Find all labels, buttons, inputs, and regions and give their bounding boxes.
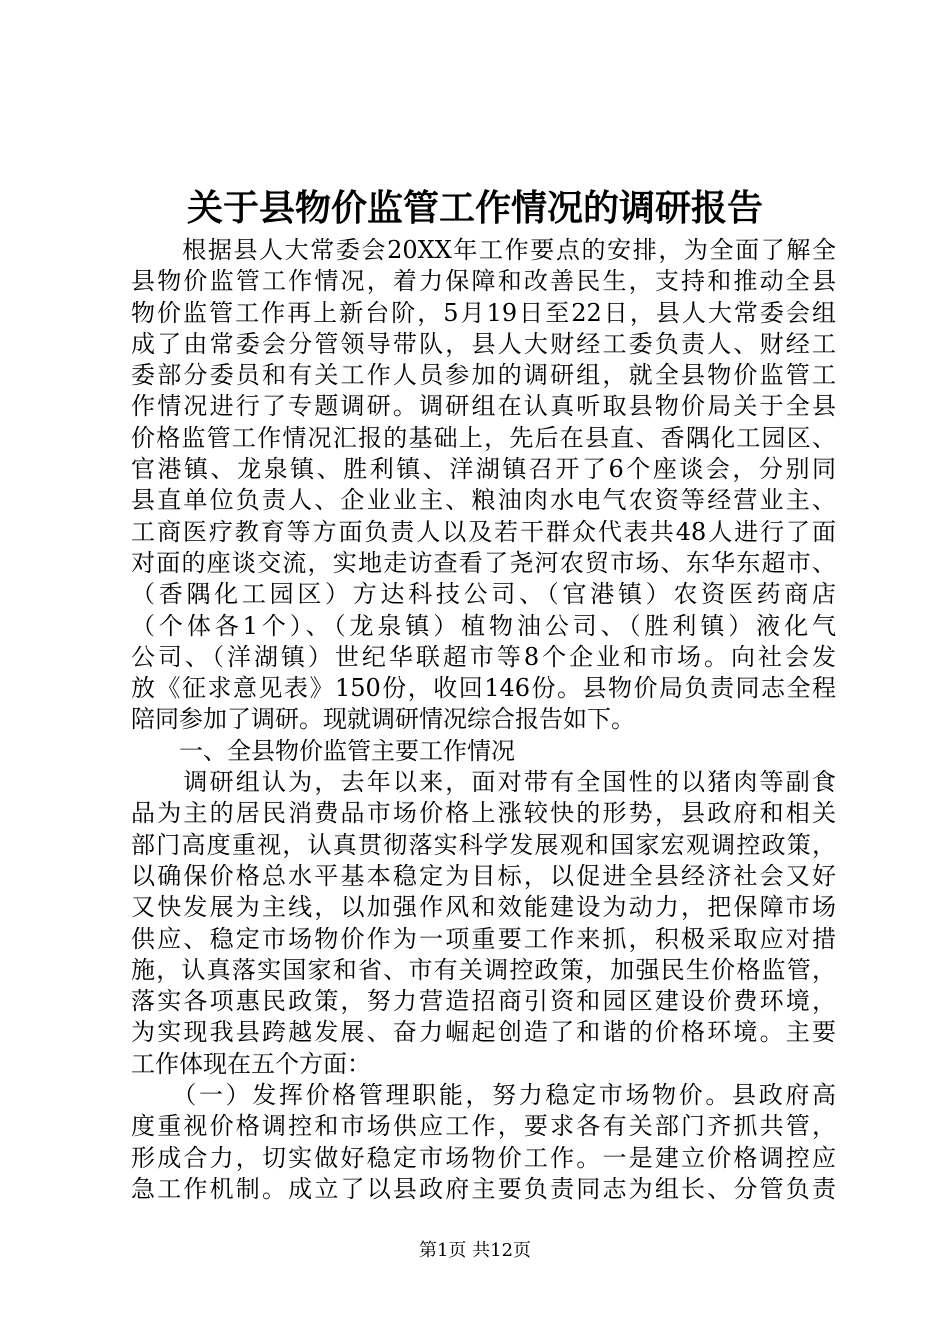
body-line: 品为主的居民消费品市场价格上涨较快的形势，县政府和相关 (131, 799, 836, 828)
body-line: 县直单位负责人、企业业主、粮油肉水电气农资等经营业主、 (131, 486, 836, 515)
body-line: 形成合力，切实做好稳定市场物价工作。一是建立价格调控应 (131, 1143, 836, 1172)
body-line: 官港镇、龙泉镇、胜利镇、洋湖镇召开了6个座谈会，分别同 (131, 455, 836, 484)
body-line: 调研组认为，去年以来，面对带有全国性的以猪肉等副食 (131, 768, 836, 797)
body-line: （香隅化工园区）方达科技公司、（官港镇）农资医药商店 (131, 580, 836, 609)
page-footer: 第1页 共12页 (418, 1240, 532, 1261)
document-body (131, 235, 836, 1205)
body-line: （一）发挥价格管理职能，努力稳定市场物价。县政府高 (131, 1081, 836, 1110)
body-line: 为实现我县跨越发展、奋力崛起创造了和谐的价格环境。主要 (131, 1018, 836, 1047)
body-line: 作情况进行了专题调研。调研组在认真听取县物价局关于全县 (131, 392, 836, 421)
body-line: 县物价监管工作情况，着力保障和改善民生，支持和推动全县 (131, 267, 836, 296)
body-line: （个体各1个）、（龙泉镇）植物油公司、（胜利镇）液化气 (131, 611, 836, 640)
body-line: 一、全县物价监管主要工作情况 (131, 736, 515, 765)
body-line: 工商医疗教育等方面负责人以及若干群众代表共48人进行了面 (131, 517, 836, 546)
body-line: 部门高度重视，认真贯彻落实科学发展观和国家宏观调控政策， (131, 830, 836, 859)
body-line: 以确保价格总水平基本稳定为目标，以促进全县经济社会又好 (131, 861, 836, 890)
body-line: 落实各项惠民政策，努力营造招商引资和园区建设价费环境， (131, 987, 836, 1016)
body-line: 成了由常委会分管领导带队，县人大财经工委负责人、财经工 (131, 329, 836, 358)
body-line: 物价监管工作再上新台阶，5月19日至22日，县人大常委会组 (131, 298, 836, 327)
body-line: 放《征求意见表》150份，收回146份。县物价局负责同志全程 (131, 674, 836, 703)
body-line: 施，认真落实国家和省、市有关调控政策，加强民生价格监管， (131, 955, 836, 984)
body-line: 供应、稳定市场物价作为一项重要工作来抓，积极采取应对措 (131, 924, 836, 953)
body-line: 又快发展为主线，以加强作风和效能建设为动力，把保障市场 (131, 893, 836, 922)
body-line: 度重视价格调控和市场供应工作，要求各有关部门齐抓共管， (131, 1112, 836, 1141)
body-line: 陪同参加了调研。现就调研情况综合报告如下。 (131, 705, 635, 734)
document-title: 关于县物价监管工作情况的调研报告 (186, 187, 763, 229)
body-line: 急工作机制。成立了以县政府主要负责同志为组长、分管负责 (131, 1174, 836, 1203)
body-line: 对面的座谈交流，实地走访查看了尧河农贸市场、东华东超市、 (131, 548, 836, 577)
body-line: 价格监管工作情况汇报的基础上，先后在县直、香隅化工园区、 (131, 423, 836, 452)
body-line: 根据县人大常委会20XX年工作要点的安排，为全面了解全 (131, 236, 836, 264)
body-line: 公司、（洋湖镇）世纪华联超市等8个企业和市场。向社会发 (131, 642, 836, 671)
body-line: 工作体现在五个方面： (131, 1049, 371, 1078)
body-line: 委部分委员和有关工作人员参加的调研组，就全县物价监管工 (131, 361, 836, 390)
